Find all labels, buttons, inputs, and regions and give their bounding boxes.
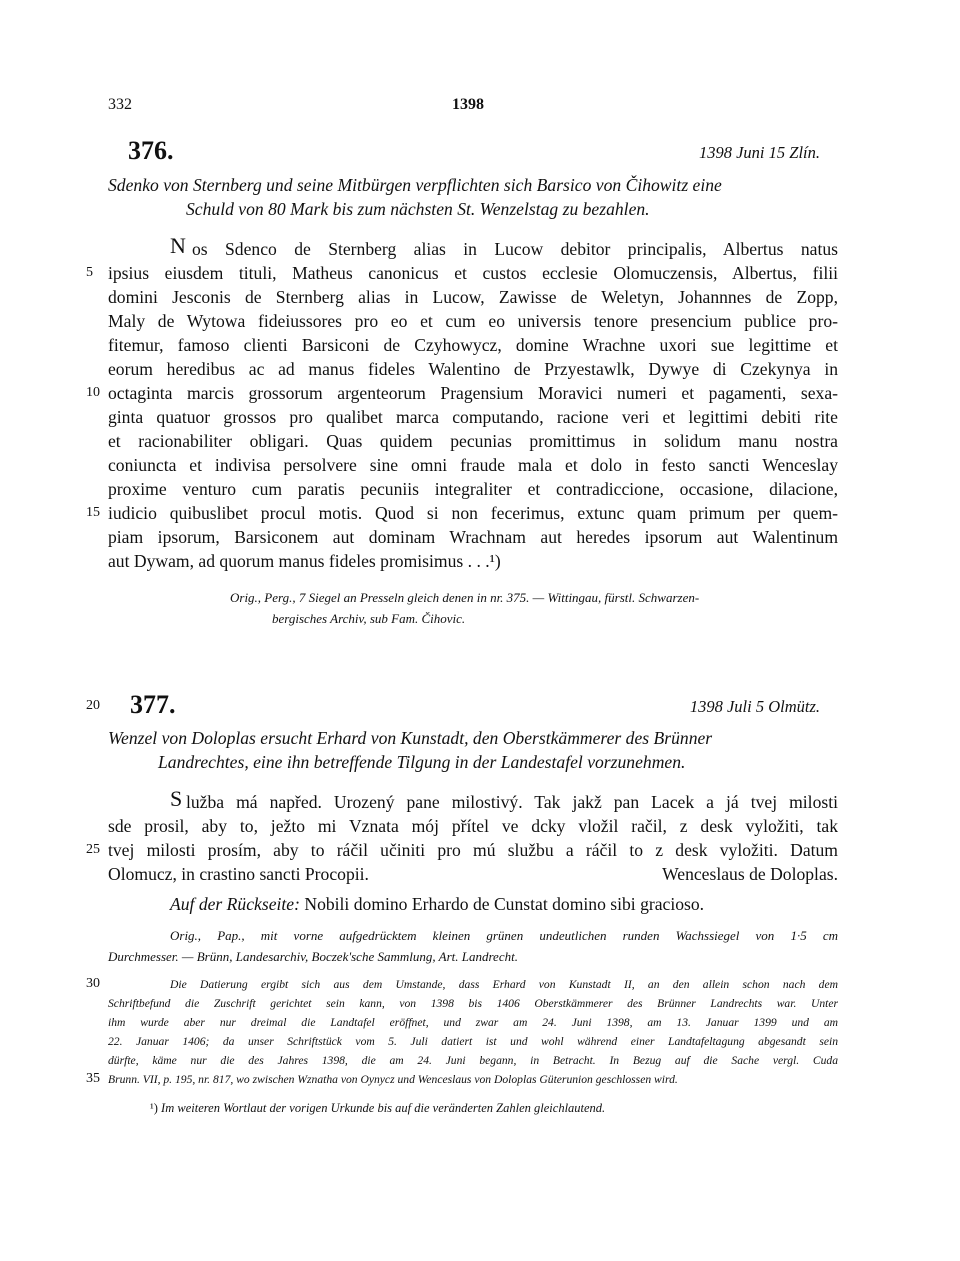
summary-377-line-2: Landrechtes, eine ihn betreffende Tilgung in der Landestafel vorzunehmen. (158, 752, 686, 772)
body-376-line-7: octaginta marcis grossorum argenteorum Pragensium Moravici numeri et pagamenti, sexa- (108, 383, 838, 403)
body-376-line-4: Maly de Wytowa fideiussores pro eo et cum eo universis tenore presencium publice pro- (108, 311, 838, 331)
dorse-label: Auf der Rückseite: (170, 894, 300, 914)
body-377-line-1: lužba má napřed. Urozený pane milostivý. Tak jakž pan Lacek a já tvej milosti (186, 792, 838, 812)
document-date-377: 1398 Juli 5 Olmütz. (689, 697, 820, 716)
source-376-line-1: Orig., Perg., 7 Siegel an Presseln gleich denen in nr. 375. — Wittingau, fürstl. Schwarzen- (230, 590, 700, 605)
body-376-line-14: aut Dywam, ad quorum manus fideles promisimus . . .¹) (108, 551, 501, 571)
body-376-line-8: ginta quatuor grossos pro qualibet marca computando, racione veri et legittimi debiti rite (108, 407, 838, 427)
note-377-line-6: Brunn. VII, p. 195, nr. 817, wo zwischen Wznatha von Oynycz und Wenceslaus von Doloplas Güterunion geschlossen wird. (108, 1073, 678, 1086)
running-title: 1398 (452, 96, 484, 113)
document-number-376: 376. (128, 136, 174, 165)
source-377-line-2: Durchmesser. — Brünn, Landesarchiv, Boczek'sche Sammlung, Art. Landrecht. (108, 949, 518, 964)
note-377-line-1: Die Datierung ergibt sich aus dem Umstande, dass Erhard von Kunstadt II, an den allein schon nach dem (170, 978, 838, 991)
note-377-line-5: dürfte, käme nur die des Jahres 1398, die am 24. Juni begann, in Betracht. In Bezug auf die Sache vergl. Cuda (108, 1054, 838, 1067)
line-number-30: 30 (86, 976, 100, 991)
body-376-line-5: fitemur, famoso clienti Barsiconi de Czyhowycz, domine Wrachne uxori sue legittime et (108, 335, 838, 355)
footnote-mark: ¹) (150, 1101, 158, 1115)
footnote (150, 1101, 605, 1116)
body-376-line-1: os Sdenco de Sternberg alias in Lucow debitor principalis, Albertus natus (192, 239, 838, 259)
closing-signature-377: Wenceslaus de Doloplas. (662, 864, 838, 884)
body-376-line-12: iudicio quibuslibet procul motis. Quod si non fecerimus, extunc quam primum per quem- (108, 503, 838, 523)
note-377-line-3: ihm wurde aber nur dreimal die Landtafel eröffnet, und zwar am 24. Juni 1398, am 13. Januar 1399 und am (108, 1016, 838, 1029)
initial-letter-376: N (170, 233, 186, 258)
summary-377-line-1: Wenzel von Doloplas ersucht Erhard von Kunstadt, den Oberstkämmerer des Brünner (108, 728, 713, 748)
summary-376-line-1: Sdenko von Sternberg und seine Mitbürgen verpflichten sich Barsico von Čihowitz eine (108, 175, 722, 195)
note-377-line-4: 22. Januar 1406; da unser Schriftstück vom 5. Juli datiert ist und wohl während einer Landtafeltagung abgesandt sein (108, 1035, 838, 1048)
body-376-line-2: ipsius eiusdem tituli, Matheus canonicus et custos ecclesie Olomuczensis, Albertus, filii (108, 263, 838, 283)
body-377-line-2: sde prosil, aby to, ježto mi Vznata mój přítel ve dcky vložil račil, z desk vyložiti, tak (108, 816, 838, 836)
line-number-25: 25 (86, 842, 100, 857)
note-377-line-2: Schriftbefund die Zuschrift gerichtet sein kann, von 1398 bis 1406 Oberstkämmerer des Brünner Landrechts war. Unter (108, 997, 838, 1010)
document-date-376: 1398 Juni 15 Zlín. (698, 143, 820, 162)
body-376-line-6: eorum heredibus ac ad manus fideles Walentino de Przyestawlk, Dywye di Czekynya in (108, 359, 838, 379)
line-number-10: 10 (86, 385, 100, 400)
body-377-line-3: tvej milosti prosím, aby to ráčil učiniti pro mú službu a ráčil to z desk vyložiti. Datum (108, 840, 838, 860)
body-376-line-9: et racionabiliter obligari. Quas quidem pecunias promittimus in solidum manu nostra (108, 431, 838, 451)
line-number-35: 35 (86, 1071, 100, 1086)
document-number-377: 377. (130, 690, 176, 719)
dorse-text: Nobili domino Erhardo de Cunstat domino sibi gracioso. (304, 894, 705, 914)
line-number-5: 5 (86, 265, 93, 280)
dorse-note-377 (170, 892, 704, 916)
initial-letter-377: S (170, 786, 183, 811)
body-376-line-11: proxime venturo cum paratis pecuniis integraliter et contradiccione, occasione, dilacione, (108, 479, 838, 499)
body-376-line-13: piam ipsorum, Barsiconem aut dominam Wrachnam aut heredes ipsorum aut Walentinum (108, 527, 838, 547)
line-number-20: 20 (86, 698, 100, 713)
source-377-line-1: Orig., Pap., mit vorne aufgedrücktem kleinen grünen undeutlichen runden Wachssiegel von 1·5 cm (170, 928, 838, 943)
page-number: 332 (108, 96, 132, 113)
body-376-line-10: coniuncta et indivisa persolvere sine omni fraude mala et dolo in festo sancti Wenceslay (108, 455, 838, 475)
summary-376-line-2: Schuld von 80 Mark bis zum nächsten St. Wenzelstag zu bezahlen. (186, 199, 650, 219)
closing-dateline-377: Olomucz, in crastino sancti Procopii. (108, 864, 369, 884)
body-376-line-3: domini Jesconis de Sternberg alias in Lucow, Zawisse de Weletyn, Johannnes de Zopp, (108, 287, 838, 307)
footnote-text: Im weiteren Wortlaut der vorigen Urkunde bis auf die veränderten Zahlen gleichlautend. (161, 1101, 606, 1115)
source-376-line-2: bergisches Archiv, sub Fam. Čihovic. (272, 611, 466, 626)
line-number-15: 15 (86, 505, 100, 520)
